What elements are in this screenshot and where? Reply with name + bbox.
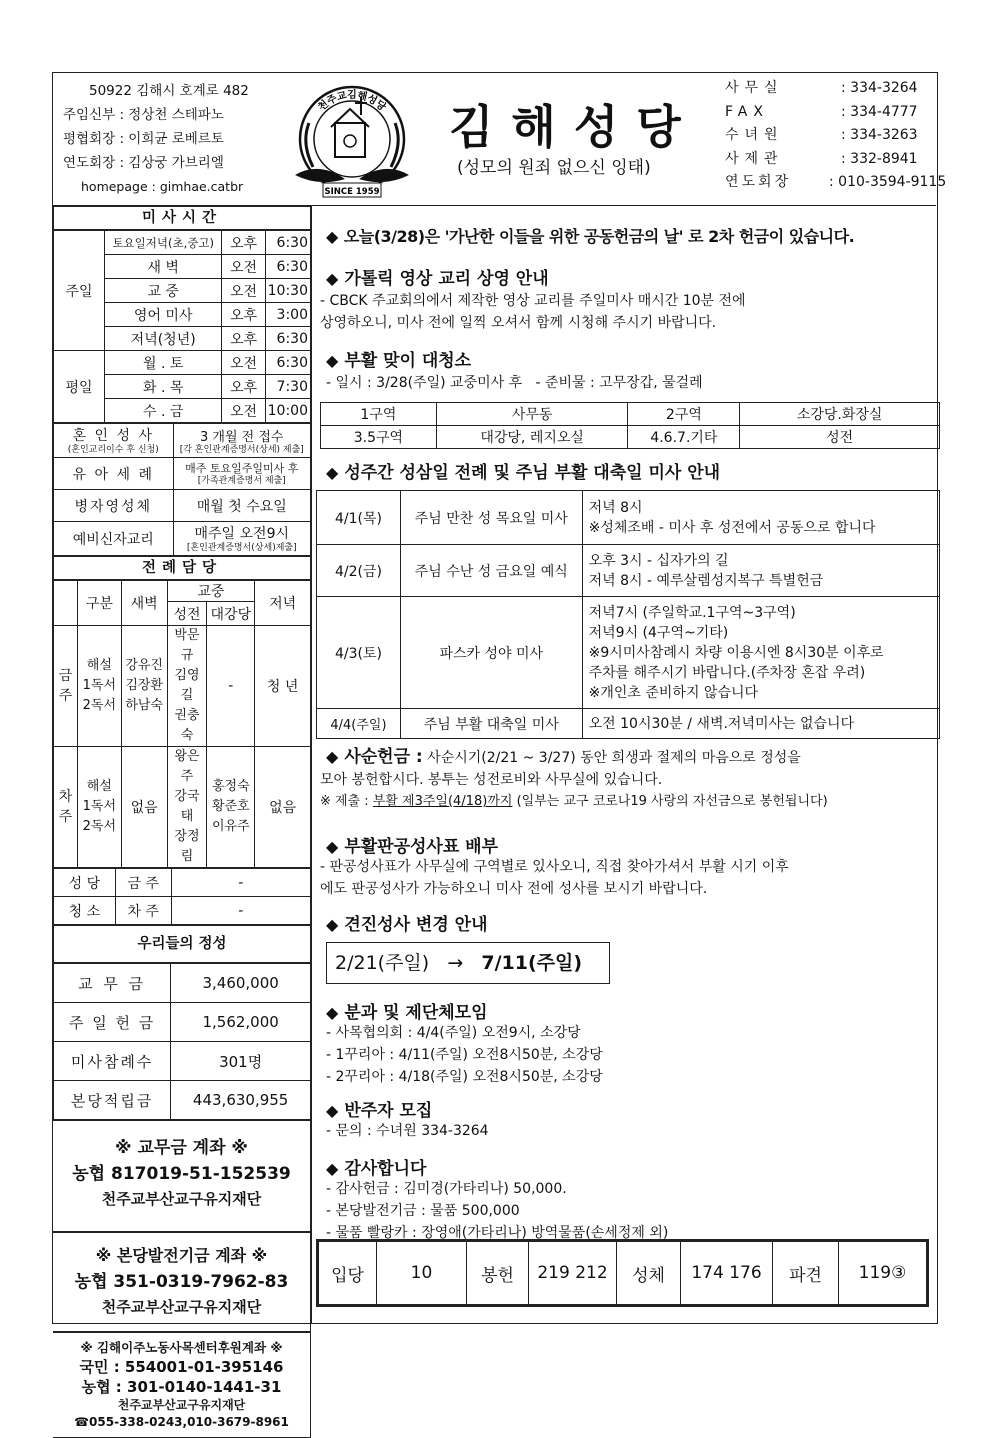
diamond-icon: ◆	[326, 837, 339, 856]
area-cell: 4.6.7.기타	[628, 426, 740, 449]
cleaning-next-value: -	[171, 897, 310, 925]
offering-label: 주 일 헌 금	[54, 1003, 171, 1042]
holy-week-name: 주님 수난 성 금요일 예식	[400, 545, 582, 597]
account-number: 농협 817019-51-152539	[72, 1164, 291, 1184]
notice-6-title-text: 부활판공성사표 배부	[344, 837, 499, 857]
labor-title: ※ 김해이주노동사목센터후원계좌 ※	[80, 1340, 283, 1355]
contact-label: 연도회장	[725, 174, 792, 190]
contact-value: : 334-3263	[841, 127, 918, 143]
contact-row	[725, 171, 946, 195]
mass-time: 3:00	[265, 303, 310, 327]
account-owner: 천주교부산교구유지재단	[101, 1190, 262, 1208]
marriage-label: 혼 인 성 사	[72, 428, 154, 444]
marriage-value-note: [각 혼인관계증명서(상세) 제출]	[179, 444, 304, 455]
confirmation-new-date: 7/11(주일)	[481, 952, 583, 974]
notice-6-body	[320, 856, 789, 900]
notice-2-line: 상영하오니, 미사 전에 일찍 오셔서 함께 시청해 주시기 바랍니다.	[320, 315, 717, 331]
liturgy-table	[53, 580, 311, 868]
labor-account-1: 국민 : 554001-01-395146	[79, 1358, 284, 1376]
notice-9-title-text: 반주자 모집	[344, 1101, 433, 1121]
notice-8-body	[326, 1022, 603, 1088]
contact-list	[725, 77, 946, 195]
next-week-label: 차주	[54, 747, 78, 868]
notice-5-line: 모아 봉헌합시다. 봉투는 성전로비와 사무실에 있습니다.	[320, 772, 663, 788]
offering-label: 미사참례수	[54, 1042, 171, 1081]
notice-6-title	[326, 832, 498, 857]
contact-value: : 010-3594-9115	[829, 174, 947, 190]
contact-label: 수녀원	[725, 127, 784, 143]
contact-row	[725, 148, 946, 172]
meeting-line: - 1꾸리아 : 4/11(주일) 오전8시50분, 소강당	[326, 1047, 603, 1063]
mass-ampm: 오전	[222, 351, 265, 375]
offering-table	[53, 963, 311, 1120]
evening-ministers: 없음	[255, 747, 311, 868]
notice-7-title-text: 견진성사 변경 안내	[344, 915, 488, 935]
col-evening: 저녁	[255, 581, 311, 626]
notice-5-note-prefix: ※ 제출 :	[320, 794, 373, 809]
homepage: homepage : gimhae.catbr	[81, 179, 244, 194]
thanks-line: - 감사헌금 : 김미경(가타리나) 50,000.	[326, 1181, 567, 1197]
yeondo-president: 연도회장 : 김상궁 가브리엘	[63, 155, 224, 171]
stat-value: 10	[377, 1242, 467, 1305]
left-column	[53, 206, 311, 1438]
logo-since-text: SINCE 1959	[324, 187, 380, 197]
table-row	[54, 897, 311, 925]
notice-3-title	[326, 346, 471, 371]
dawn-ministers: 강유진 김장환 하남숙	[121, 626, 167, 747]
catechism-label: 예비신자교리	[54, 522, 174, 556]
cleaning-label: 청 소	[54, 897, 116, 925]
mass-ampm: 오전	[222, 399, 265, 423]
thanks-line: - 본당발전기금 : 물품 500,000	[326, 1203, 520, 1219]
table-row	[317, 491, 940, 545]
contact-value: : 334-4777	[841, 103, 918, 120]
council-president: 평협회장 : 이희균 로베르토	[63, 131, 224, 147]
development-account	[53, 1232, 311, 1332]
notice-1	[326, 224, 854, 247]
notice-2-body	[320, 290, 746, 334]
mass-name: 토요일저녁(초,중고)	[105, 231, 222, 255]
evening-ministers: 청 년	[255, 626, 311, 747]
contact-label: 사제관	[725, 150, 784, 167]
mass-time: 6:30	[265, 231, 310, 255]
table-row	[54, 1042, 311, 1081]
gyomu-account	[53, 1120, 311, 1232]
notice-2-title	[326, 264, 549, 289]
confirmation-change-box	[326, 942, 610, 984]
notice-3-body: - 일시 : 3/28(주일) 교중미사 후 - 준비물 : 고무장갑, 물걸레	[326, 375, 703, 391]
offering-value: 443,630,955	[171, 1081, 311, 1120]
sick-label: 병자영성체	[54, 490, 174, 522]
area-cell: 사무동	[436, 403, 628, 426]
offering-value: 3,460,000	[171, 964, 311, 1003]
diamond-icon: ◆	[326, 915, 339, 934]
stat-label: 봉헌	[467, 1242, 529, 1305]
contact-row	[725, 124, 946, 148]
sunday-label: 주일	[54, 231, 105, 351]
mass-ampm: 오후	[222, 303, 265, 327]
notice-8-title	[326, 998, 488, 1023]
holy-week-date: 4/2(금)	[317, 545, 401, 597]
mass-time: 6:30	[265, 327, 310, 351]
holy-week-table	[316, 490, 940, 739]
notice-1-text: 오늘(3/28)은 '가난한 이들을 위한 공동헌금의 날' 로 2차 헌금이 있습니다.	[343, 227, 855, 246]
table-row	[54, 869, 311, 897]
table-row	[321, 403, 940, 426]
offering-title: 우리들의 정성	[53, 925, 311, 963]
holy-week-time: 오후 3시 - 십자가의 길 저녁 8시 - 예루살렘성지복구 특별헌금	[582, 545, 939, 597]
holy-week-name: 주님 만찬 성 목요일 미사	[400, 491, 582, 545]
header-info	[63, 79, 249, 199]
roles: 해설 1독서 2독서	[77, 747, 121, 868]
sick-value: 매월 첫 수요일	[173, 490, 310, 522]
col-sungjeon: 성전	[167, 602, 207, 626]
stat-value: 119③	[839, 1242, 927, 1305]
weekday-label: 평일	[54, 351, 105, 423]
stat-label: 성체	[617, 1242, 681, 1305]
mass-ampm: 오후	[222, 327, 265, 351]
baptism-label: 유 아 세 례	[54, 458, 174, 490]
mass-name: 새 벽	[105, 255, 222, 279]
contact-row	[725, 77, 946, 101]
right-column	[311, 206, 936, 1323]
contact-label: FAX	[725, 103, 769, 120]
mass-name: 수 . 금	[105, 399, 222, 423]
mass-name: 교 중	[105, 279, 222, 303]
cleaning-areas-table	[320, 402, 940, 449]
labor-center-account	[53, 1332, 311, 1438]
liturgy-title: 전례담당	[53, 556, 311, 580]
stat-label: 파견	[773, 1242, 839, 1305]
table-row	[54, 747, 311, 868]
mass-time: 10:30	[265, 279, 310, 303]
mass-name: 월 . 토	[105, 351, 222, 375]
address: 50922 김해시 호계로 482	[89, 83, 249, 99]
mass-times-table	[53, 230, 311, 423]
notice-4-title	[326, 458, 720, 483]
account-owner: 천주교부산교구유지재단	[101, 1298, 262, 1316]
sacraments-table	[53, 423, 311, 556]
bulletin-frame	[52, 72, 947, 1429]
col-daegang: 대강당	[207, 602, 255, 626]
baptism-value-note: [가족관계증명서 제출]	[197, 476, 286, 486]
diamond-icon: ◆	[326, 1159, 339, 1178]
table-row	[319, 1242, 927, 1305]
table-row	[54, 458, 311, 490]
this-week-label: 금주	[54, 626, 78, 747]
notice-6-line: - 판공성사표가 사무실에 구역별로 있사오니, 직접 찾아가셔서 부활 시기 이후	[320, 859, 789, 875]
notice-10-title-text: 감사합니다	[344, 1159, 427, 1179]
cleaning-next-week: 차 주	[115, 897, 171, 925]
holy-week-time: 저녁 8시 ※성체조배 - 미사 후 성전에서 공동으로 합니다	[582, 491, 939, 545]
mass-time: 7:30	[265, 375, 310, 399]
logo-arc-text: 천주교김해성당	[316, 90, 388, 114]
notice-5-note-suffix: (일부는 교구 코로나19 사랑의 자선금으로 봉헌됩니다)	[512, 794, 828, 809]
mass-time: 6:30	[265, 255, 310, 279]
notice-10-title	[326, 1154, 426, 1179]
mass-name: 화 . 목	[105, 375, 222, 399]
offering-label: 본당적립금	[54, 1081, 171, 1120]
notice-5-line: 사순시기(2/21 ~ 3/27) 동안 희생과 절제의 마음으로 정성을	[422, 750, 801, 766]
table-row	[54, 351, 311, 375]
table-row	[317, 709, 940, 739]
area-cell: 1구역	[321, 403, 437, 426]
diamond-icon: ◆	[326, 463, 339, 482]
cleaning-label: 성 당	[54, 869, 116, 897]
mass-ampm: 오전	[222, 255, 265, 279]
table-row	[54, 522, 311, 556]
diamond-icon: ◆	[326, 351, 339, 370]
arrow-right-icon: →	[447, 952, 464, 974]
table-row	[54, 581, 311, 602]
holy-week-date: 4/4(주일)	[317, 709, 401, 739]
contact-row	[725, 101, 946, 125]
diamond-icon: ◆	[326, 269, 339, 288]
daegang-ministers: -	[207, 626, 255, 747]
offering-value: 301명	[171, 1042, 311, 1081]
daegang-ministers: 홍정숙 황준호 이유주	[207, 747, 255, 868]
table-row	[317, 597, 940, 709]
holy-week-name: 파스카 성야 미사	[400, 597, 582, 709]
sungjeon-ministers: 박문규 김영길 권충숙	[167, 626, 207, 747]
table-row	[317, 545, 940, 597]
contact-value: : 332-8941	[841, 150, 918, 167]
diamond-icon: ◆	[326, 1101, 339, 1120]
priest: 주임신부 : 정상천 스테파노	[63, 107, 224, 123]
notice-10-body	[326, 1178, 668, 1244]
table-row	[54, 231, 311, 255]
diamond-icon: ◆	[326, 747, 339, 766]
table-row	[54, 424, 311, 458]
notice-5-title: 사순헌금 :	[344, 747, 423, 767]
holy-week-name: 주님 부활 대축일 미사	[400, 709, 582, 739]
mass-times-title: 미사시간	[53, 206, 311, 230]
diamond-icon: ◆	[326, 1003, 339, 1022]
notice-9-body: - 문의 : 수녀원 334-3264	[326, 1123, 489, 1139]
mass-name: 영어 미사	[105, 303, 222, 327]
header	[53, 73, 947, 206]
parish-title: 김해성당	[449, 100, 699, 154]
catechism-value: 매주일 오전9시	[194, 526, 290, 542]
table-row	[54, 626, 311, 747]
labor-phone: ☎055-338-0243,010-3679-8961	[74, 1415, 289, 1429]
notice-5-deadline: 부활 제3주일(4/18)까지	[372, 794, 513, 809]
table-row	[54, 1003, 311, 1042]
area-cell: 소강당.화장실	[740, 403, 940, 426]
notice-9-title	[326, 1096, 432, 1121]
marriage-note: (혼인교리이수 후 신청)	[67, 445, 159, 455]
holy-week-time: 저녁7시 (주일학교.1구역~3구역) 저녁9시 (4구역~기타) ※9시미사참례시 차량 이용시엔 8시30분 이후로 주차를 해주시기 바랍니다.(주차장 혼잡 우려) ※개인초 준비하지 않습니다	[582, 597, 939, 709]
contact-value: : 334-3264	[841, 80, 918, 96]
mass-ampm: 오전	[222, 279, 265, 303]
confirmation-old-date: 2/21(주일)	[335, 952, 430, 974]
notice-8-title-text: 분과 및 제단체모임	[344, 1003, 488, 1023]
stat-value: 219 212	[529, 1242, 617, 1305]
area-cell: 대강당, 레지오실	[436, 426, 628, 449]
marriage-value: 3 개월 전 접수	[200, 429, 284, 445]
labor-account-2: 농협 : 301-0140-1441-31	[81, 1378, 282, 1396]
labor-owner: 천주교부산교구유지재단	[117, 1398, 246, 1412]
col-dawn: 새벽	[121, 581, 167, 626]
thanks-line: - 물품 빨랑카 : 장영애(가타리나) 방역물품(손세정제 외)	[326, 1225, 669, 1241]
catechism-value-note: [혼인관계증명서(상세)제출]	[186, 543, 297, 553]
area-cell: 성전	[740, 426, 940, 449]
notice-2-line: - CBCK 주교회의에서 제작한 영상 교리를 주일미사 매시간 10분 전에	[320, 293, 746, 309]
stat-label: 입당	[319, 1242, 377, 1305]
contact-label: 사무실	[725, 80, 784, 96]
cleaning-this-value: -	[171, 869, 310, 897]
table-row	[54, 1081, 311, 1120]
holy-week-time: 오전 10시30분 / 새벽.저녁미사는 없습니다	[582, 709, 939, 739]
mass-time: 6:30	[265, 351, 310, 375]
area-cell: 2구역	[628, 403, 740, 426]
cleaning-table	[53, 868, 311, 925]
notice-5	[320, 746, 938, 813]
holy-week-date: 4/3(토)	[317, 597, 401, 709]
mass-stats-table	[318, 1241, 927, 1305]
notice-2-title-text: 가톨릭 영상 교리 상영 안내	[344, 269, 549, 289]
mass-stats-box	[316, 1239, 929, 1307]
dawn-ministers: 없음	[121, 747, 167, 868]
meeting-line: - 2꾸리아 : 4/18(주일) 오전8시50분, 소강당	[326, 1069, 603, 1085]
mass-time: 10:00	[265, 399, 310, 423]
baptism-value: 매주 토요일주일미사 후	[185, 462, 299, 475]
account-title: ※ 교무금 계좌 ※	[115, 1138, 248, 1158]
table-row	[321, 426, 940, 449]
holy-week-date: 4/1(목)	[317, 491, 401, 545]
mass-ampm: 오후	[222, 375, 265, 399]
offering-value: 1,562,000	[171, 1003, 311, 1042]
cleaning-this-week: 금 주	[115, 869, 171, 897]
notice-4-title-text: 성주간 성삼일 전례 및 주님 부활 대축일 미사 안내	[344, 463, 721, 483]
notice-6-line: 에도 판공성사가 가능하오니 미사 전에 성사를 보시기 바랍니다.	[320, 881, 708, 897]
col-gubun: 구분	[77, 581, 121, 626]
sungjeon-ministers: 왕은주 강국태 장정림	[167, 747, 207, 868]
diamond-icon: ◆	[326, 227, 338, 246]
parish-logo	[289, 83, 415, 201]
mass-ampm: 오후	[222, 231, 265, 255]
offering-label: 교 무 금	[54, 964, 171, 1003]
col-gyojung: 교중	[167, 581, 255, 602]
table-row	[54, 490, 311, 522]
parish-subtitle: (성모의 원죄 없으신 잉태)	[457, 158, 651, 178]
area-cell: 3.5구역	[321, 426, 437, 449]
meeting-line: - 사목협의회 : 4/4(주일) 오전9시, 소강당	[326, 1025, 581, 1041]
table-row	[54, 964, 311, 1003]
notice-3-title-text: 부활 맞이 대청소	[344, 351, 472, 371]
stat-value: 174 176	[681, 1242, 773, 1305]
account-number: 농협 351-0319-7962-83	[74, 1272, 289, 1292]
mass-name: 저녁(청년)	[105, 327, 222, 351]
account-title: ※ 본당발전기금 계좌 ※	[95, 1246, 268, 1265]
notice-7-title	[326, 910, 488, 935]
roles: 해설 1독서 2독서	[77, 626, 121, 747]
